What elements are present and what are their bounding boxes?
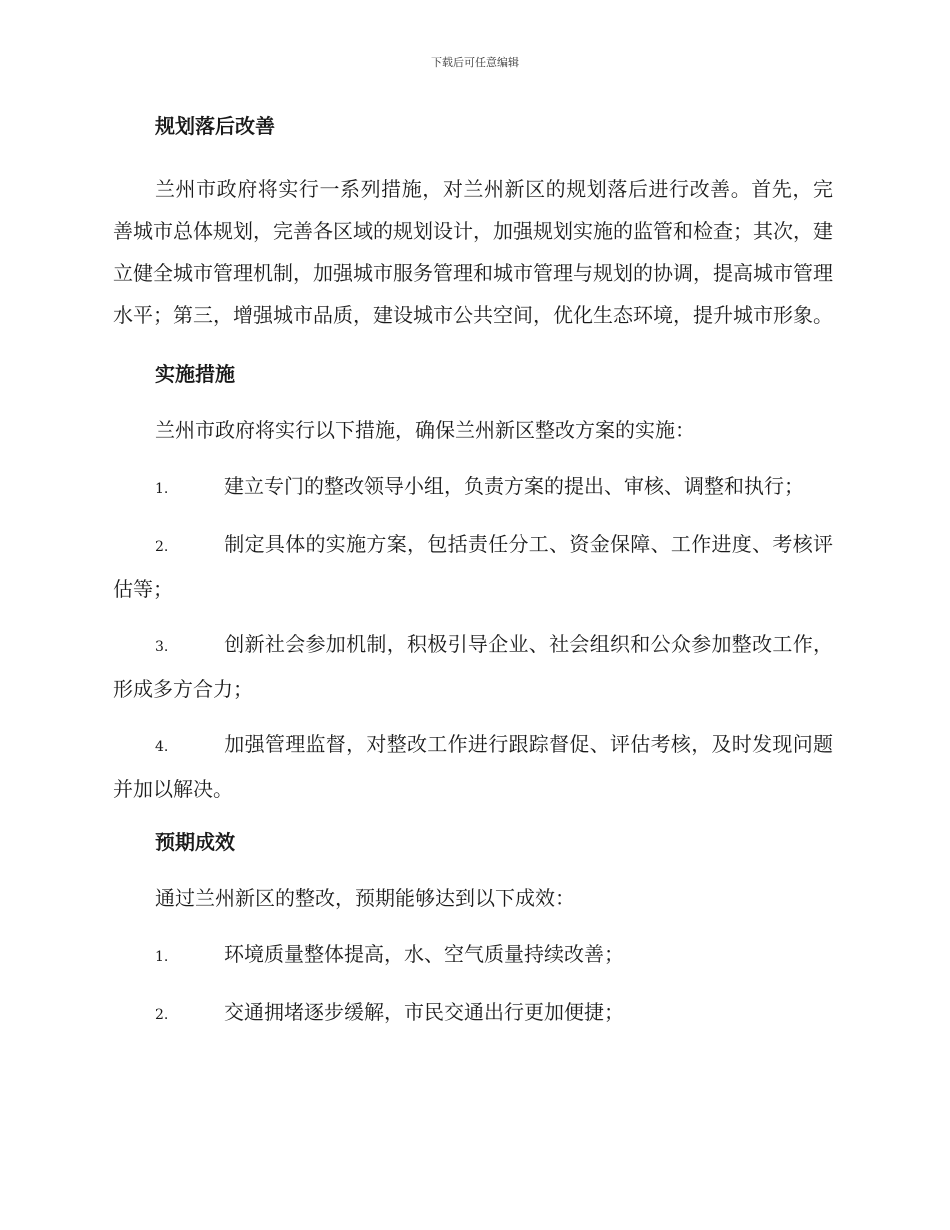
list-item — [113, 623, 833, 710]
list-item-text: 建立专门的整改领导小组，负责方案的提出、审核、调整和执行； — [224, 474, 804, 498]
section-heading-planning: 规划落后改善 — [155, 114, 275, 138]
page-header: 下载后可任意编辑 — [431, 56, 519, 69]
paragraph-effects-intro: 通过兰州新区的整改，预期能够达到以下成效： — [155, 886, 575, 910]
list-item-number: 2. — [155, 539, 169, 555]
list-item — [113, 933, 833, 978]
list-item-text: 加强管理监督，对整改工作进行跟踪督促、评估考核，及时发现问题并加以解决。 — [113, 732, 833, 801]
list-item — [113, 523, 833, 610]
list-item-text: 环境质量整体提高，水、空气质量持续改善； — [224, 942, 624, 966]
list-item-text: 创新社会参加机制，积极引导企业、社会组织和公众参加整改工作，形成多方合力； — [113, 632, 833, 701]
list-item-number: 1. — [155, 481, 169, 497]
list-item-text: 交通拥堵逐步缓解，市民交通出行更加便捷； — [224, 1000, 624, 1024]
list-item — [113, 723, 833, 810]
list-item-text: 制定具体的实施方案，包括责任分工、资金保障、工作进度、考核评估等； — [113, 532, 833, 601]
section-heading-effects: 预期成效 — [155, 830, 235, 854]
paragraph-measures-intro: 兰州市政府将实行以下措施，确保兰州新区整改方案的实施： — [155, 418, 695, 442]
document-body — [113, 112, 833, 1036]
list-item-number: 4. — [155, 739, 169, 755]
section-heading-measures: 实施措施 — [155, 362, 235, 386]
list-item-number: 3. — [155, 639, 169, 655]
list-item-number: 2. — [155, 1007, 169, 1023]
list-item — [113, 465, 833, 510]
list-item — [113, 991, 833, 1036]
paragraph-planning: 兰州市政府将实行一系列措施，对兰州新区的规划落后进行改善。首先，完善城市总体规划，完善各区域的规划设计，加强规划实施的监管和检查；其次，建立健全城市管理机制，加强城市服务管理和城市管理与规划的协调，提高城市管理水平；第三，增强城市品质，建设城市公共空间，优化生态环境，提升城市形象。 — [113, 177, 833, 327]
list-item-number: 1. — [155, 949, 169, 965]
